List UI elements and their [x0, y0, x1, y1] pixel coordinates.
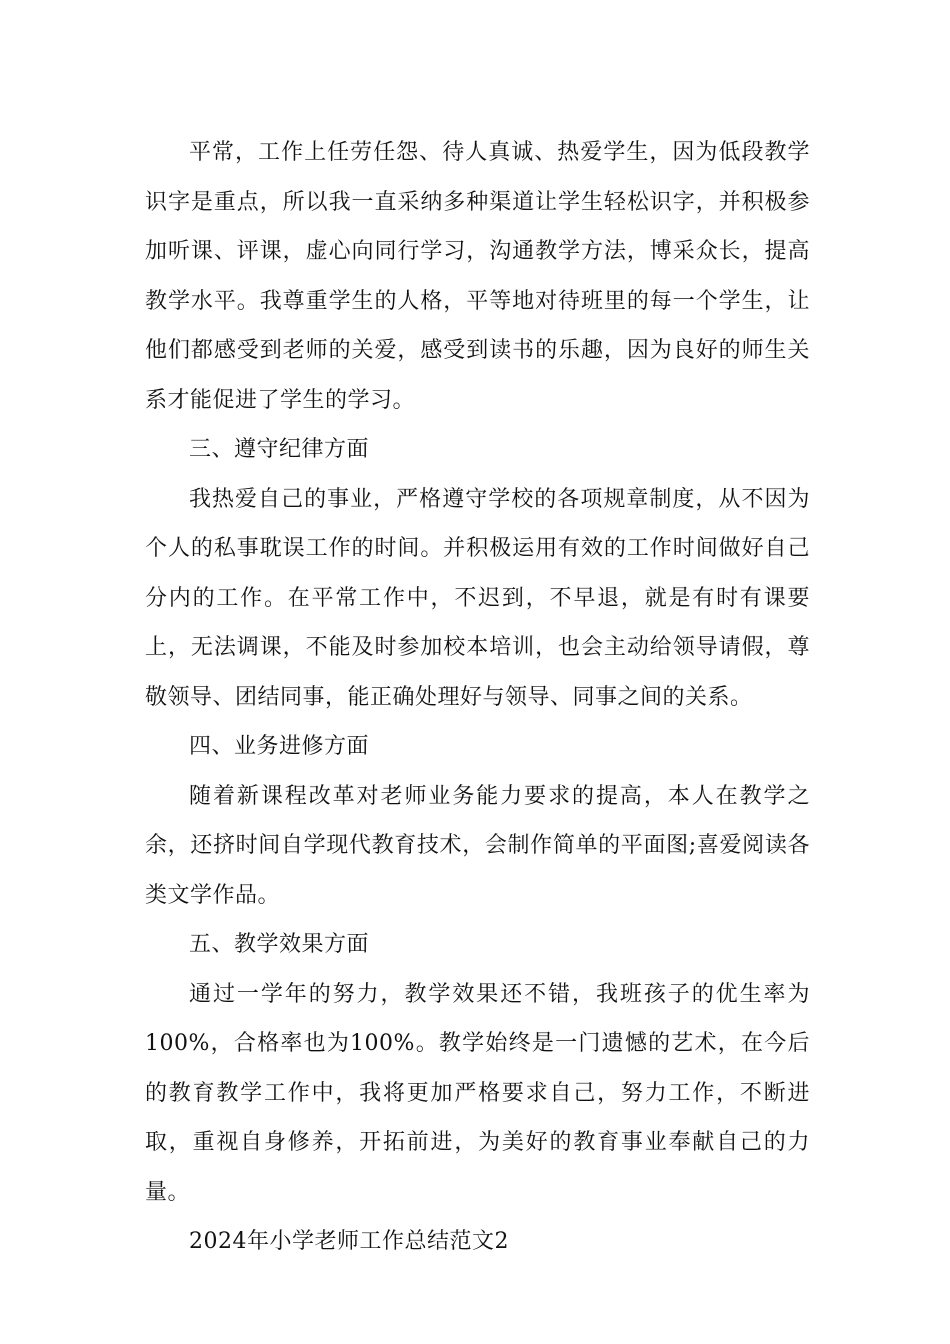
- section-heading-teaching-results: 五、教学效果方面: [189, 932, 370, 957]
- section-heading-professional-study: 四、业务进修方面: [189, 734, 370, 759]
- document-page: [145, 128, 810, 1267]
- paragraph-professional-study: 随着新课程改革对老师业务能力要求的提高，本人在教学之余，还挤时间自学现代教育技术，会制作简单的平面图;喜爱阅读各类文学作品。: [145, 783, 810, 908]
- paragraph-daily-work: 平常，工作上任劳任怨、待人真诚、热爱学生，因为低段教学识字是重点，所以我一直采纳多种渠道让学生轻松识字，并积极参加听课、评课，虚心向同行学习，沟通教学方法，博采众长，提高教学水平。我尊重学生的人格，平等地对待班里的每一个学生，让他们都感受到老师的关爱，感受到读书的乐趣，因为良好的师生关系才能促进了学生的学习。: [145, 140, 810, 413]
- section-heading-discipline: 三、遵守纪律方面: [189, 437, 370, 462]
- paragraph-teaching-results: 通过一学年的努力，教学效果还不错，我班孩子的优生率为100%，合格率也为100%。教学始终是一门遗憾的艺术，在今后的教育教学工作中，我将更加严格要求自己，努力工作，不断进取，重视自身修养，开拓前进，为美好的教育事业奉献自己的力量。: [145, 981, 810, 1205]
- paragraph-discipline: 我热爱自己的事业，严格遵守学校的各项规章制度，从不因为个人的私事耽误工作的时间。并积极运用有效的工作时间做好自己分内的工作。在平常工作中，不迟到，不早退，就是有时有课要上，无法调课，不能及时参加校本培训，也会主动给领导请假，尊敬领导、团结同事，能正确处理好与领导、同事之间的关系。: [145, 486, 810, 710]
- next-article-title: 2024年小学老师工作总结范文2: [189, 1229, 509, 1254]
